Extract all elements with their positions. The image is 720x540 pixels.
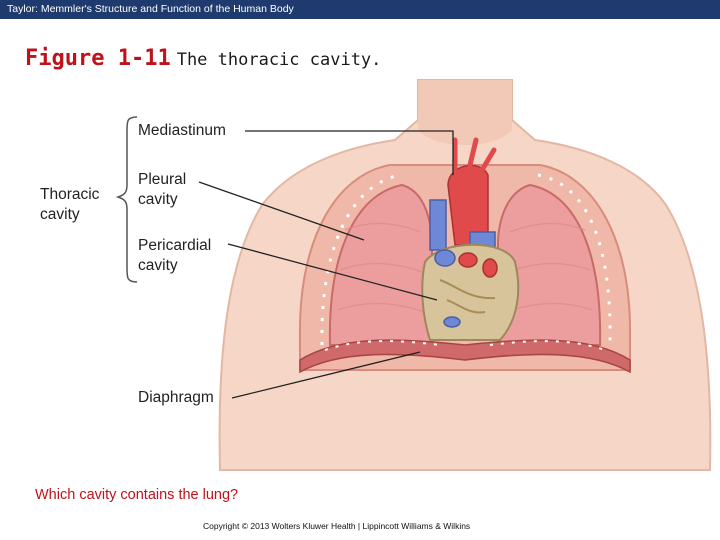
vena-cava <box>430 200 446 250</box>
label-pericardial-line-2: cavity <box>138 257 178 274</box>
label-diaphragm: Diaphragm <box>138 389 214 406</box>
label-pleural-line-1: Pleural <box>138 171 187 188</box>
heart-vessel-4 <box>444 317 460 327</box>
heart-vessel-1 <box>435 250 455 266</box>
header-title: Taylor: Memmler's Structure and Function of the Human Body <box>7 3 294 15</box>
heart-vessel-3 <box>483 259 497 277</box>
label-pericardial-cavity <box>138 236 211 276</box>
label-pleural-cavity <box>138 170 186 210</box>
neck <box>418 80 512 145</box>
copyright-text: Copyright © 2013 Wolters Kluwer Health | Lippincott Williams & Wilkins <box>203 521 471 531</box>
label-thoracic-line-2: cavity <box>40 206 80 223</box>
label-mediastinum: Mediastinum <box>138 122 226 139</box>
thoracic-bracket <box>118 117 137 282</box>
figure-number: Figure 1-11 <box>25 46 171 71</box>
heart-vessel-2 <box>459 253 477 267</box>
label-pericardial-line-1: Pericardial <box>138 237 212 254</box>
label-thoracic-line-1: Thoracic <box>40 186 100 203</box>
label-pleural-line-2: cavity <box>138 191 178 208</box>
label-thoracic-cavity <box>40 185 99 225</box>
figure-caption: The thoracic cavity. <box>176 50 382 70</box>
question-text: Which cavity contains the lung? <box>35 487 239 503</box>
